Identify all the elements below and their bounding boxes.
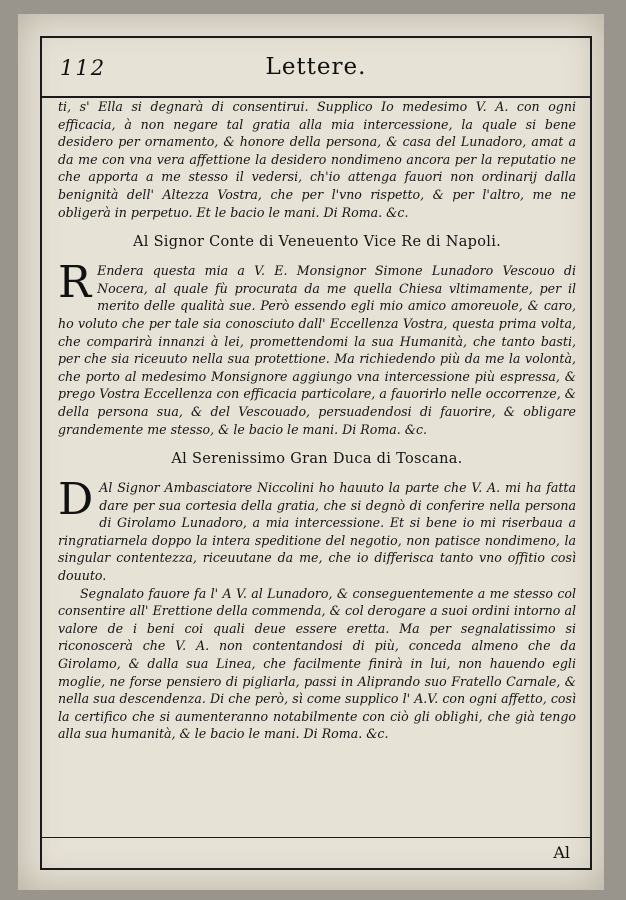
letter-vice-re-text: Endera questa mia a V. E. Monsignor Simone Lunadoro Vescouo di Nocera, al quale fù procurata da me quella Chiesa vltimamente, per il merito delle qualità sue. Però essendo egli mio amico amoreuole, & caro, ho voluto che per tale sia conosciuto dall' Eccellenza Vostra, questa prima volta, che comparirà innanzi à lei, promettendomi la sua Humanità, che tanto basti, per che sia riceuuto nella sua protettione. Ma richiedendo più da me la volontà, che porto al medesimo Monsignore aggiungo vna intercessione più espressa, & prego Vostra Eccellenza con efficacia particolare, a fauorirlo nelle occorrenze, & della persona sua, & del Vescouado, persuadendosi di fauorire, & obligare grandemente me stesso, & le bacio le mani. Di Roma. &c. <box>58 263 576 437</box>
letter-continuation: ti, s' Ella si degnarà di consentirui. Supplico Io medesimo V. A. con ogni efficacia, à non negare tal gratia alla mia intercessione, la quale si bene desidero per ornamento, & honore della persona, & casa del Lunadoro, amat a da me con vna vera affettione la desidero nondimeno ancora per la reputatio ne che apporta a me stesso il vedersi, ch'io attenga fauori non ordinarij dalla benignità dell' Altezza Vostra, che per l'vno rispetto, & per l'altro, me ne obligerà in perpetuo. Et le bacio le mani. Di Roma. &c. <box>58 99 576 220</box>
page-body <box>58 98 576 743</box>
letter-vice-re <box>58 257 576 438</box>
page-header <box>42 38 590 96</box>
letter-gran-duca-p1 <box>58 474 576 585</box>
letter-gran-duca-p2: Segnalato fauore fa l' A V. al Lunadoro, & conseguentemente a me stesso col consentire all' Erettione della commenda, & col derogare a suoi ordini intorno al valore de i beni coi quali deue essere eretta. Ma per segnalatissimo si riconoscerà che V. A. non contentandosi di più, conceda almeno che da Girolamo, & dalla sua Linea, che facilmente finirà in lui, non hauendo egli moglie, ne forse pensiero di pigliarla, passi in Aliprando suo Fratello Carnale, & nella sua descendenza. Di che però, sì come supplico l' A.V. con ogni affetto, così la certifico che si aumenteranno notabilmente con ciò gli oblighi, che già tengo alla sua humanità, & le bacio le mani. Di Roma. &c. <box>58 585 576 742</box>
drop-cap-r: R <box>58 257 92 309</box>
bottom-rule <box>42 837 590 838</box>
page-number: 112 <box>60 56 107 80</box>
drop-cap-d: D <box>58 474 94 526</box>
letter-heading-gran-duca: Al Serenissimo Gran Duca di Toscana. <box>171 451 463 468</box>
book-page <box>18 14 604 890</box>
catchword: Al <box>553 843 570 862</box>
running-title: Lettere. <box>265 54 367 80</box>
letter-gran-duca-text1: Al Signor Ambasciatore Niccolini ho hauuto la parte che V. A. mi ha fatta dare per sua cortesia della gratia, che si degnò di conferire nella persona di Girolamo Lunadoro, a mia intercessione. Et si bene io mi riserbaua a ringratiarnela doppo la intera speditione del negotio, non patisce nondimeno, la singular contentezza, riceuutane da me, che io differisca tanto vno offitio così douuto. <box>58 480 576 584</box>
letter-heading-vice-re: Al Signor Conte di Veneuento Vice Re di Napoli. <box>132 234 502 251</box>
